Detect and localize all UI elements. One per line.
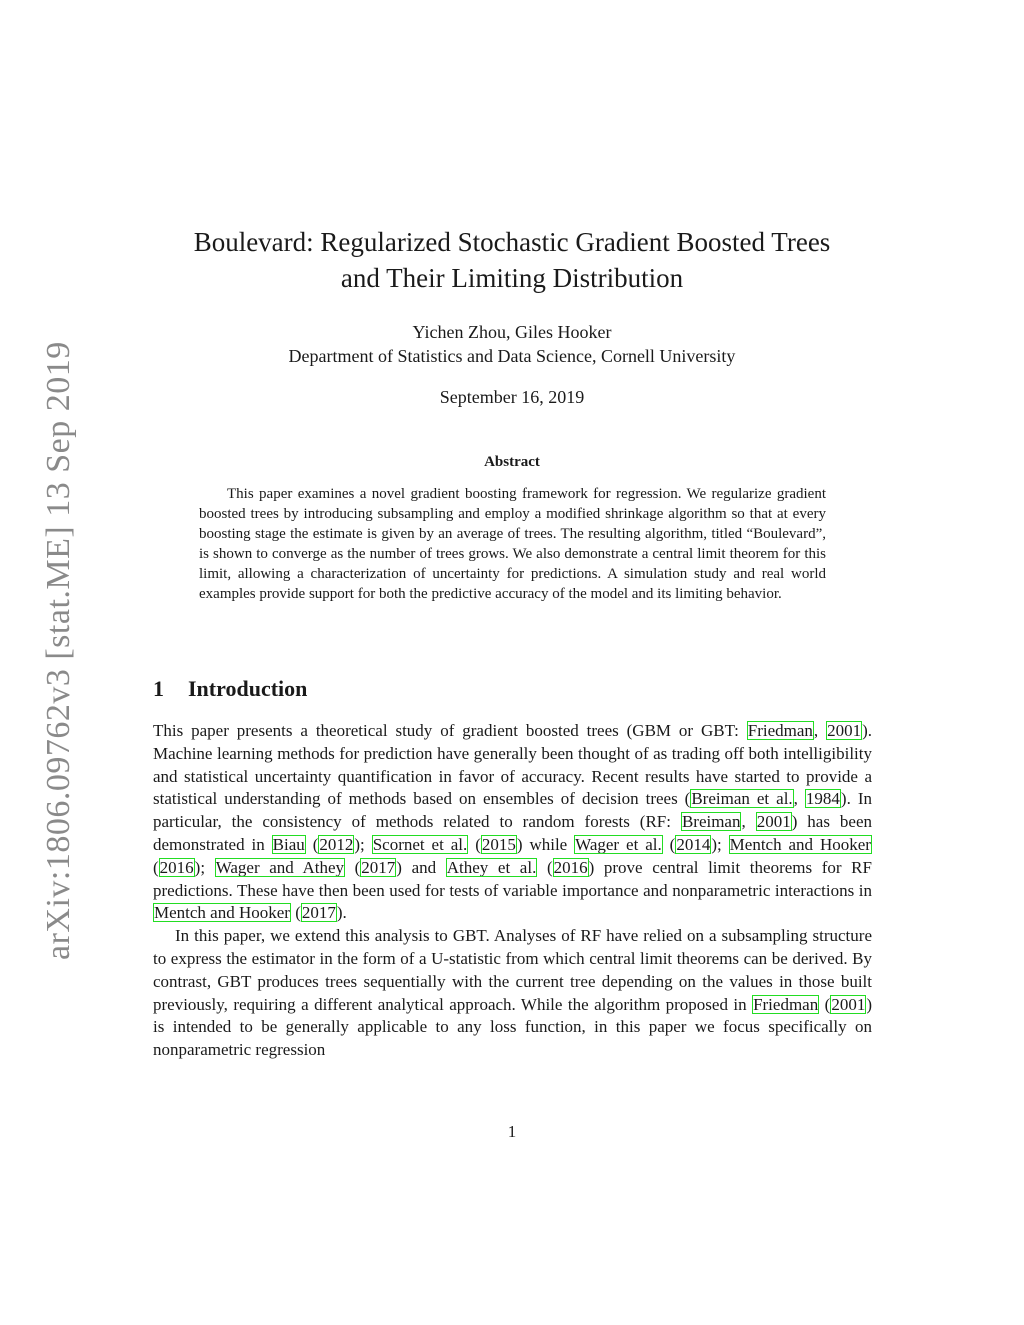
text-span: ) prove central limit theorems for RF predictions. These have then been used for tests of variable importance and nonparametric interactions in	[153, 857, 872, 900]
citation-year-link[interactable]: 2001	[831, 994, 866, 1014]
citation-year-link[interactable]: 2001	[827, 721, 862, 740]
section-number: 1	[153, 676, 164, 701]
text-span: (	[468, 834, 481, 854]
authors: Yichen Zhou, Giles Hooker	[412, 322, 612, 342]
citation-year-link[interactable]: 2016	[159, 857, 194, 877]
citation-link[interactable]: Friedman	[747, 721, 813, 740]
citation-year-link[interactable]: 2017	[361, 857, 396, 877]
abstract-heading: Abstract	[484, 454, 540, 470]
paragraph-1	[153, 720, 872, 925]
citation-year-link[interactable]: 2015	[481, 834, 516, 854]
citation-year-link[interactable]: 2014	[676, 834, 711, 854]
affiliation: Department of Statistics and Data Science, Cornell University	[288, 346, 736, 366]
publication-date: September 16, 2019	[439, 387, 585, 407]
title-line-1: Boulevard: Regularized Stochastic Gradient Boosted Trees	[193, 227, 831, 257]
text-span: );	[354, 834, 372, 854]
citation-link[interactable]: Mentch and Hooker	[729, 834, 871, 854]
citation-link[interactable]: Athey et al.	[446, 857, 537, 877]
paragraph-2	[153, 925, 872, 1062]
abstract-body: This paper examines a novel gradient boosting framework for regression. We regularize gradient boosted trees by introducing subsampling and employ a modified shrinkage algorithm so that at every boosting stage the estimate is given by an average of trees. The resulting algorithm, titled “Boulevard”, is shown to converge as the number of trees grows. We also demonstrate a central limit theorem for this limit, allowing a characterization of uncertainty for predictions. A simulation study and real world examples provide support for both the predictive accuracy of the model and its limiting behavior.	[199, 486, 826, 602]
text-span: ) has been demonstrated in	[153, 812, 872, 854]
text-span: (	[662, 834, 676, 854]
text-span: );	[711, 834, 729, 854]
title-line-2: and Their Limiting Distribution	[340, 263, 684, 293]
citation-link[interactable]: Breiman	[681, 812, 741, 832]
text-span: (	[290, 903, 301, 923]
text-span: ,	[813, 721, 827, 740]
text-span: ).	[336, 903, 347, 923]
arxiv-identifier-stamp: arXiv:1806.09762v3 [stat.ME] 13 Sep 2019	[40, 341, 77, 960]
text-span: ,	[793, 789, 805, 809]
text-span: ) and	[396, 857, 446, 877]
text-span: ,	[741, 812, 756, 832]
text-span: This paper presents a theoretical study of gradient boosted trees (GBM or GBT:	[153, 721, 747, 740]
section-heading-introduction	[153, 676, 307, 702]
citation-link[interactable]: Friedman	[753, 994, 819, 1014]
citation-year-link[interactable]: 2012	[319, 834, 354, 854]
citation-link[interactable]: Mentch and Hooker	[154, 903, 290, 923]
citation-year-link[interactable]: 2017	[301, 903, 336, 923]
text-span: In this paper, we extend this analysis to GBT. Analyses of RF have relied on a subsampling structure to express the estimator in the form of a U-statistic from which central limit theorems can be derived. By contrast, GBT produces trees sequentially with the current tree depending on the values in those built previously, requiring a different analytical approach. While the algorithm proposed in	[153, 926, 872, 1014]
text-span: ). Machine learning methods for prediction have generally been thought of as trading off both intelligibility and statistical uncertainty quantification in favor of accuracy. Recent results have started to provide a statistical understanding of methods based on ensembles of decision trees (	[153, 721, 872, 809]
paper-title	[150, 224, 874, 296]
section-title: Introduction	[188, 676, 308, 701]
text-span: (	[345, 857, 361, 877]
text-span: ) while	[516, 834, 575, 854]
page-number: 1	[507, 1122, 517, 1141]
text-span: (	[153, 857, 159, 877]
text-span: ). In particular, the consistency of methods related to random forests (RF:	[153, 789, 872, 832]
citation-link[interactable]: Biau	[272, 834, 305, 854]
text-span: (	[305, 834, 319, 854]
citation-year-link[interactable]: 1984	[805, 789, 840, 809]
citation-link[interactable]: Wager et al.	[575, 834, 662, 854]
citation-link[interactable]: Wager and Athey	[215, 857, 345, 877]
citation-link[interactable]: Breiman et al.	[691, 789, 793, 809]
introduction-body	[153, 720, 872, 1062]
text-span: ) is intended to be generally applicable to any loss function, in this paper we focus specifically on nonparametric regression	[153, 994, 872, 1060]
text-span: );	[194, 857, 215, 877]
text-span: (	[819, 994, 831, 1014]
text-span: (	[537, 857, 553, 877]
citation-link[interactable]: Scornet et al.	[372, 834, 468, 854]
citation-year-link[interactable]: 2016	[553, 857, 588, 877]
citation-year-link[interactable]: 2001	[756, 812, 791, 832]
